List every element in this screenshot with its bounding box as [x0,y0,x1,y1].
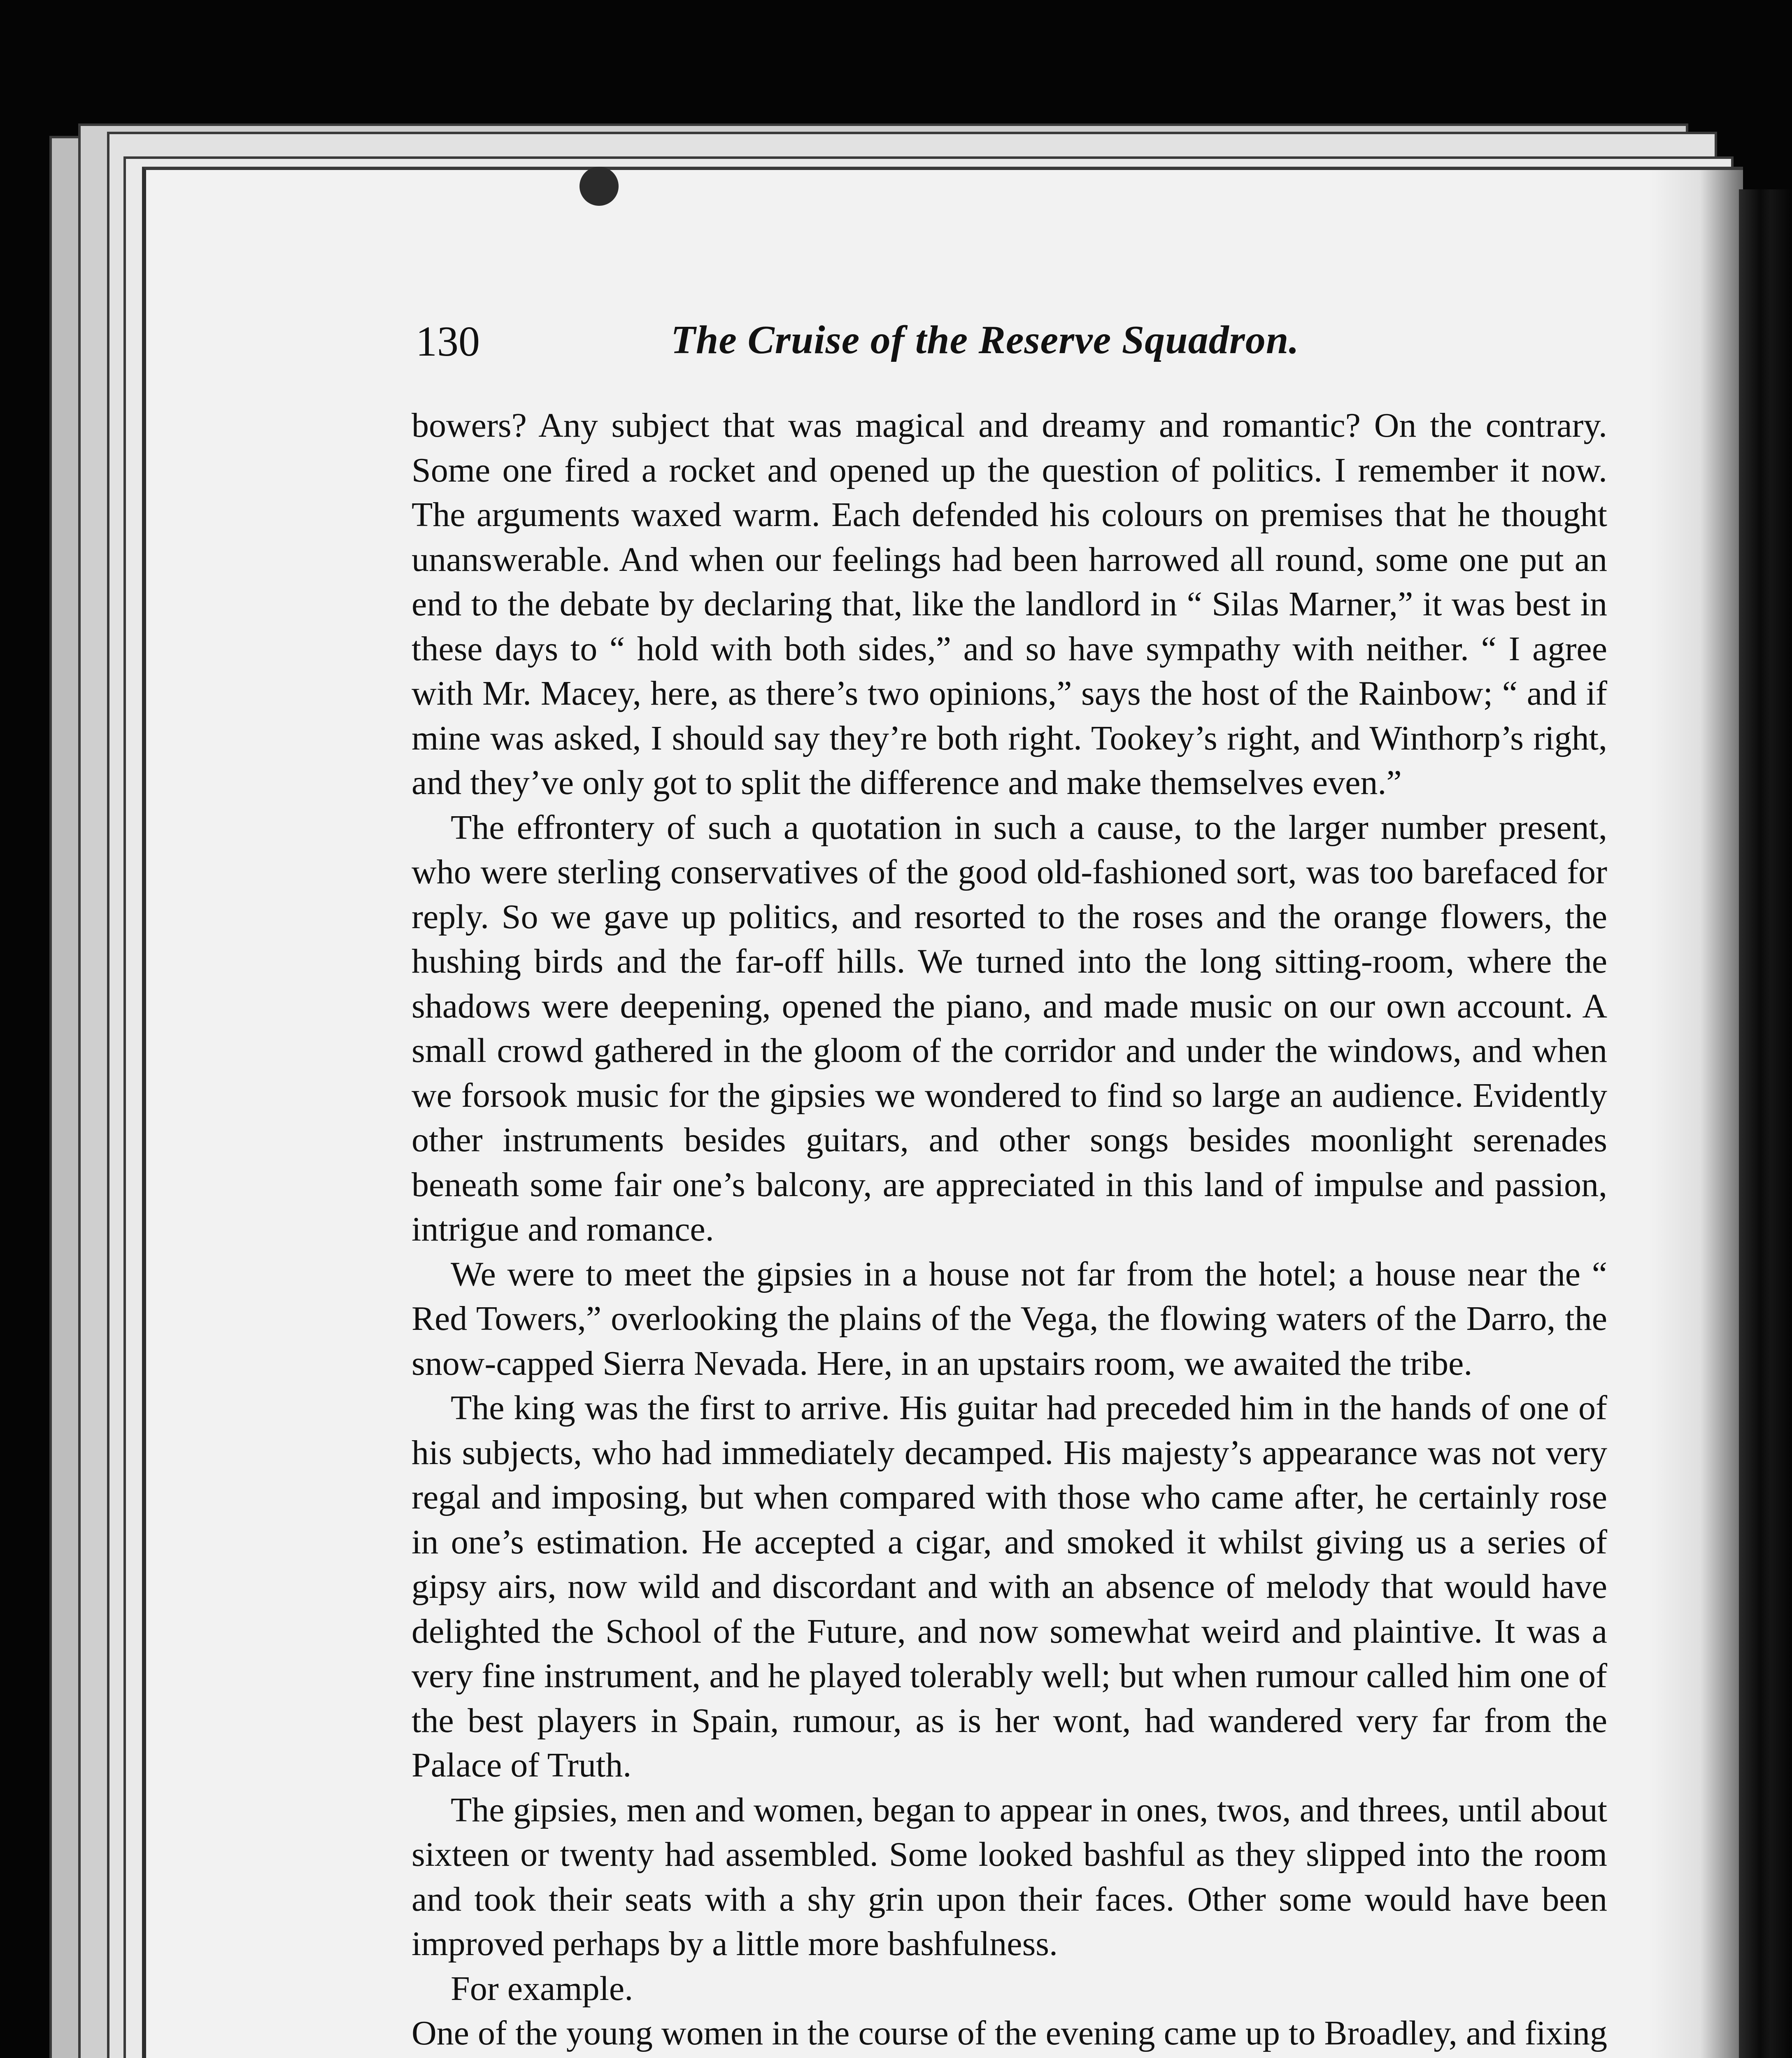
paragraph: For example. [451,1969,633,2008]
paragraph: The gipsies, men and women, began to appear in ones, twos, and threes, until about sixteen or twenty had assembled. Some looked bashful as they slipped into the room and took their seats with a shy grin upon their faces. Other some would have been improved perhaps by a little more bashfulness. [412,1790,1607,1963]
body-text [412,403,1607,2058]
running-title: The Cruise of the Reserve Squadron. [671,318,1299,362]
facing-page-edge [1739,189,1792,2058]
paragraph: The effrontery of such a quotation in such a cause, to the larger number present, who were sterling conservatives of the good old-fashioned sort, was too barefaced for reply. So we gave up politics, and resorted to the roses and the orange flowers, the hushing birds and the far-off hills. We turned into the long sitting-room, where the shadows were deepening, opened the piano, and made music on our own account. A small crowd gathered in the gloom of the corridor and under the windows, and when we forsook music for the gipsies we wondered to find so large an audience. Evidently other instruments besides guitars, and other songs besides moonlight serenades beneath some fair one’s balcony, are appreciated in this land of impulse and passion, intrigue and romance. [412,808,1607,1248]
gutter-shadow [1648,170,1743,2058]
page-header [416,317,1609,379]
paragraph: One of the young women in the course of the evening came up to Broadley, and fixing [412,2014,1607,2052]
binding-mark [579,167,619,206]
paragraph: We were to meet the gipsies in a house not far from the hotel; a house near the “ Red Towers,” overlooking the plains of the Vega, the flowing waters of the Darro, the snow-capped Sierra Nevada. Here, in an upstairs room, we awaited the tribe. [412,1255,1607,1383]
paragraph: The king was the first to arrive. His guitar had preceded him in the hands of one of his subjects, who had immediately decamped. His majesty’s appearance was not very regal and imposing, but when compared with those who came after, he certainly rose in one’s estimation. He accepted a cigar, and smoked it whilst giving us a series of gipsy airs, now wild and discordant and with an absence of melody that would have delighted the School of the Future, and now somewhat weird and plaintive. It was a very fine instrument, and he played tolerably well; but when rumour called him one of the best players in Spain, rumour, as is her wont, had wandered very far from the Palace of Truth. [412,1389,1607,1784]
paragraph: bowers? Any subject that was magical and dreamy and romantic? On the contrary. Some one fired a rocket and opened up the question of politics. I remember it now. The arguments waxed warm. Each defended his colours on premises that he thought unanswerable. And when our feelings had been harrowed all round, some one put an end to the debate by declaring that, like the landlord in “ Silas Marner,” it was best in these days to “ hold with both sides,” and so have sympathy with neither. “ I agree with Mr. Macey, here, as there’s two opinions,” says the host of the Rainbow; “ and if mine was asked, I should say they’re both right. Tookey’s right, and Winthorp’s right, and they’ve only got to split the difference and make themselves even.” [412,406,1607,802]
page-number: 130 [416,318,480,365]
